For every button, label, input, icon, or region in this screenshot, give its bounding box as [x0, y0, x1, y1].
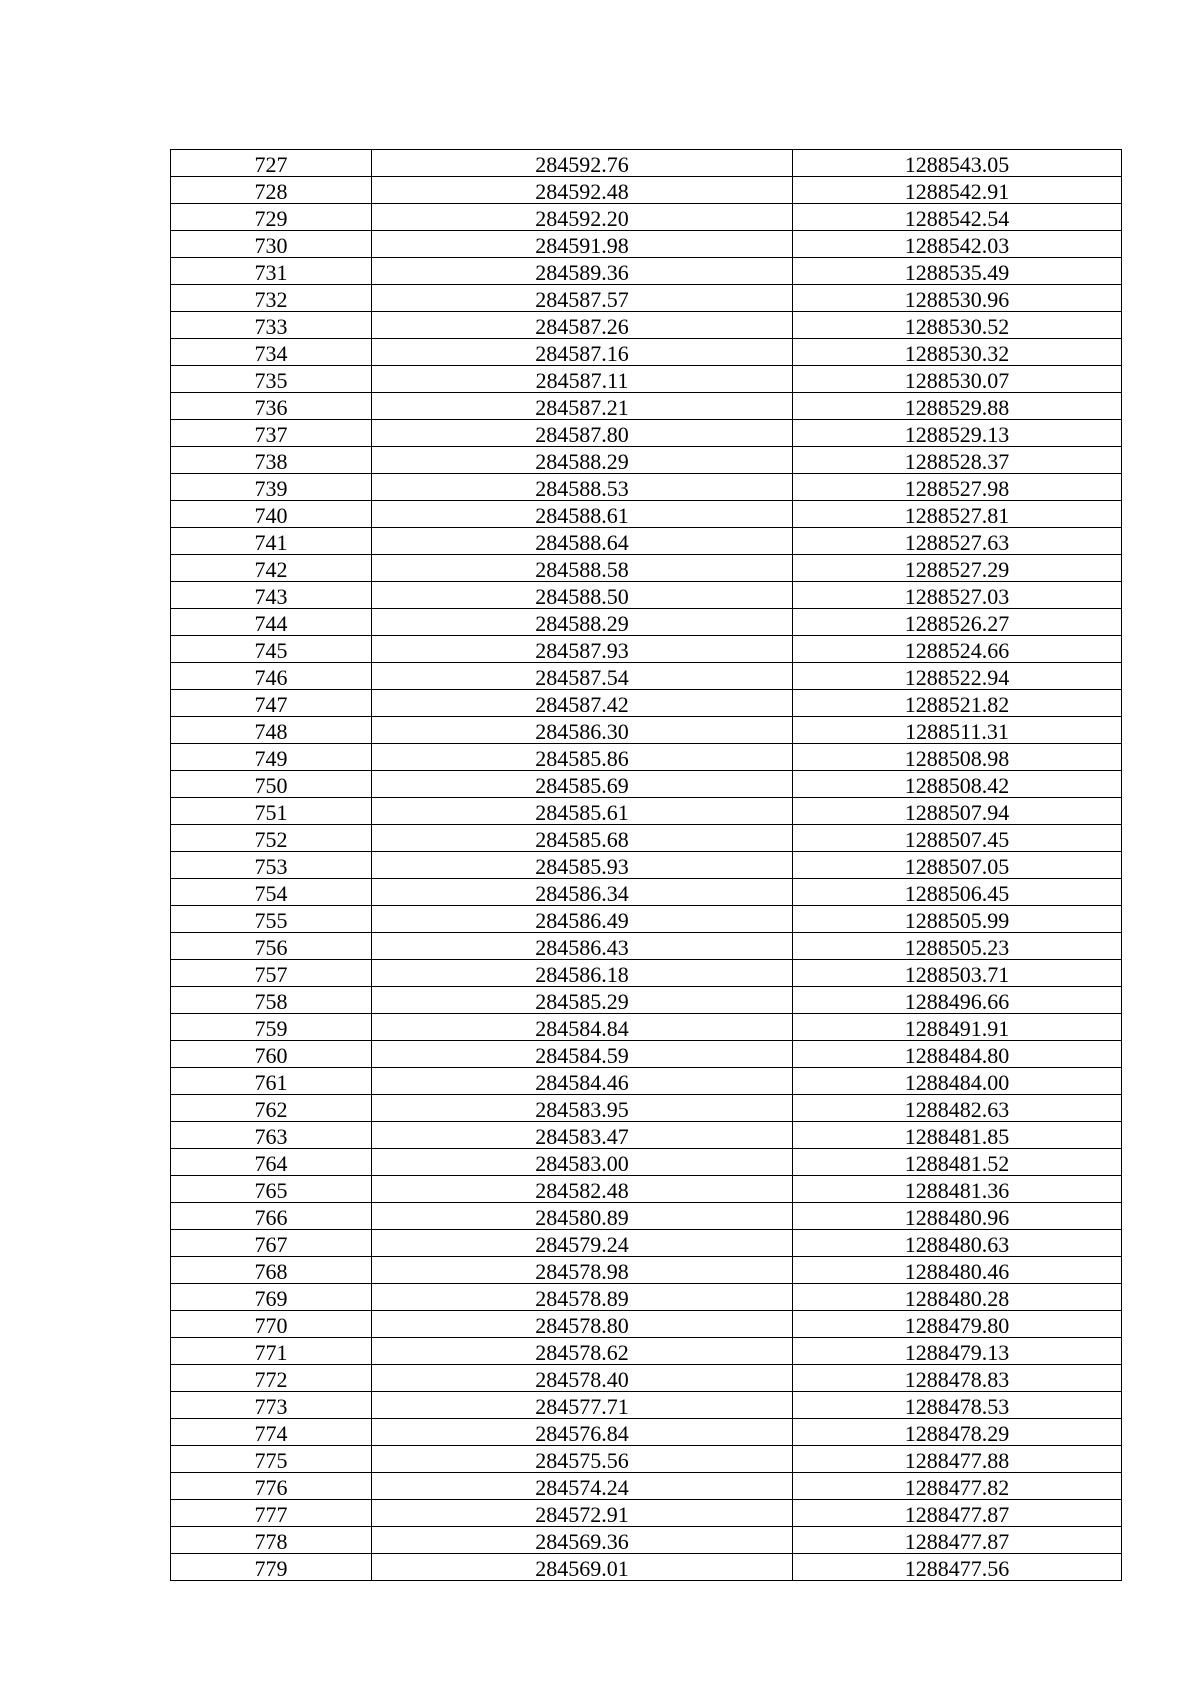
point-number-cell: 734 [171, 339, 372, 366]
x-coordinate-cell: 284587.57 [372, 285, 793, 312]
table-row [171, 393, 1122, 420]
y-coordinate-cell: 1288480.28 [793, 1284, 1122, 1311]
x-coordinate-cell: 284585.68 [372, 825, 793, 852]
table-row [171, 690, 1122, 717]
point-number-cell: 746 [171, 663, 372, 690]
x-coordinate-cell: 284585.29 [372, 987, 793, 1014]
table-row [171, 825, 1122, 852]
table-row [171, 339, 1122, 366]
y-coordinate-cell: 1288496.66 [793, 987, 1122, 1014]
x-coordinate-cell: 284582.48 [372, 1176, 793, 1203]
point-number-cell: 761 [171, 1068, 372, 1095]
table-row [171, 1149, 1122, 1176]
x-coordinate-cell: 284588.29 [372, 447, 793, 474]
y-coordinate-cell: 1288530.32 [793, 339, 1122, 366]
point-number-cell: 745 [171, 636, 372, 663]
point-number-cell: 766 [171, 1203, 372, 1230]
point-number-cell: 732 [171, 285, 372, 312]
x-coordinate-cell: 284585.61 [372, 798, 793, 825]
point-number-cell: 737 [171, 420, 372, 447]
table-row [171, 717, 1122, 744]
x-coordinate-cell: 284587.80 [372, 420, 793, 447]
y-coordinate-cell: 1288477.88 [793, 1446, 1122, 1473]
x-coordinate-cell: 284586.34 [372, 879, 793, 906]
table-row [171, 447, 1122, 474]
x-coordinate-cell: 284575.56 [372, 1446, 793, 1473]
table-row [171, 1095, 1122, 1122]
x-coordinate-cell: 284587.42 [372, 690, 793, 717]
table-row [171, 1284, 1122, 1311]
table-row [171, 177, 1122, 204]
table-row [171, 582, 1122, 609]
x-coordinate-cell: 284586.43 [372, 933, 793, 960]
point-number-cell: 758 [171, 987, 372, 1014]
point-number-cell: 727 [171, 150, 372, 177]
y-coordinate-cell: 1288480.96 [793, 1203, 1122, 1230]
y-coordinate-cell: 1288479.13 [793, 1338, 1122, 1365]
x-coordinate-cell: 284583.95 [372, 1095, 793, 1122]
x-coordinate-cell: 284569.36 [372, 1527, 793, 1554]
table-row [171, 474, 1122, 501]
point-number-cell: 747 [171, 690, 372, 717]
x-coordinate-cell: 284578.80 [372, 1311, 793, 1338]
y-coordinate-cell: 1288478.83 [793, 1365, 1122, 1392]
point-number-cell: 779 [171, 1554, 372, 1581]
y-coordinate-cell: 1288480.46 [793, 1257, 1122, 1284]
x-coordinate-cell: 284588.50 [372, 582, 793, 609]
table-row [171, 285, 1122, 312]
x-coordinate-cell: 284587.26 [372, 312, 793, 339]
table-row [171, 987, 1122, 1014]
x-coordinate-cell: 284587.11 [372, 366, 793, 393]
point-number-cell: 759 [171, 1014, 372, 1041]
x-coordinate-cell: 284588.61 [372, 501, 793, 528]
x-coordinate-cell: 284578.89 [372, 1284, 793, 1311]
y-coordinate-cell: 1288529.13 [793, 420, 1122, 447]
y-coordinate-cell: 1288506.45 [793, 879, 1122, 906]
x-coordinate-cell: 284583.47 [372, 1122, 793, 1149]
table-row [171, 852, 1122, 879]
y-coordinate-cell: 1288484.80 [793, 1041, 1122, 1068]
coordinate-table [170, 149, 1122, 1581]
point-number-cell: 729 [171, 204, 372, 231]
table-row [171, 1203, 1122, 1230]
point-number-cell: 750 [171, 771, 372, 798]
table-row [171, 231, 1122, 258]
point-number-cell: 765 [171, 1176, 372, 1203]
point-number-cell: 731 [171, 258, 372, 285]
point-number-cell: 769 [171, 1284, 372, 1311]
y-coordinate-cell: 1288505.23 [793, 933, 1122, 960]
x-coordinate-cell: 284587.93 [372, 636, 793, 663]
point-number-cell: 752 [171, 825, 372, 852]
table-row [171, 1365, 1122, 1392]
table-row [171, 933, 1122, 960]
y-coordinate-cell: 1288507.05 [793, 852, 1122, 879]
y-coordinate-cell: 1288508.42 [793, 771, 1122, 798]
x-coordinate-cell: 284586.49 [372, 906, 793, 933]
x-coordinate-cell: 284579.24 [372, 1230, 793, 1257]
x-coordinate-cell: 284584.59 [372, 1041, 793, 1068]
point-number-cell: 754 [171, 879, 372, 906]
point-number-cell: 771 [171, 1338, 372, 1365]
point-number-cell: 748 [171, 717, 372, 744]
point-number-cell: 770 [171, 1311, 372, 1338]
table-body [171, 150, 1122, 1581]
point-number-cell: 767 [171, 1230, 372, 1257]
table-row [171, 771, 1122, 798]
point-number-cell: 760 [171, 1041, 372, 1068]
y-coordinate-cell: 1288477.87 [793, 1500, 1122, 1527]
y-coordinate-cell: 1288507.94 [793, 798, 1122, 825]
y-coordinate-cell: 1288524.66 [793, 636, 1122, 663]
table-row [171, 1500, 1122, 1527]
table-row [171, 420, 1122, 447]
y-coordinate-cell: 1288527.63 [793, 528, 1122, 555]
table-row [171, 312, 1122, 339]
y-coordinate-cell: 1288478.53 [793, 1392, 1122, 1419]
x-coordinate-cell: 284584.46 [372, 1068, 793, 1095]
table-row [171, 906, 1122, 933]
x-coordinate-cell: 284592.76 [372, 150, 793, 177]
x-coordinate-cell: 284578.62 [372, 1338, 793, 1365]
table-row [171, 1446, 1122, 1473]
point-number-cell: 741 [171, 528, 372, 555]
y-coordinate-cell: 1288478.29 [793, 1419, 1122, 1446]
y-coordinate-cell: 1288479.80 [793, 1311, 1122, 1338]
y-coordinate-cell: 1288530.52 [793, 312, 1122, 339]
table-row [171, 1041, 1122, 1068]
y-coordinate-cell: 1288503.71 [793, 960, 1122, 987]
y-coordinate-cell: 1288505.99 [793, 906, 1122, 933]
x-coordinate-cell: 284578.40 [372, 1365, 793, 1392]
table-row [171, 1176, 1122, 1203]
y-coordinate-cell: 1288542.54 [793, 204, 1122, 231]
x-coordinate-cell: 284576.84 [372, 1419, 793, 1446]
x-coordinate-cell: 284586.30 [372, 717, 793, 744]
table-row [171, 798, 1122, 825]
table-row [171, 1392, 1122, 1419]
table-row [171, 1338, 1122, 1365]
point-number-cell: 777 [171, 1500, 372, 1527]
y-coordinate-cell: 1288542.91 [793, 177, 1122, 204]
x-coordinate-cell: 284588.53 [372, 474, 793, 501]
x-coordinate-cell: 284584.84 [372, 1014, 793, 1041]
y-coordinate-cell: 1288543.05 [793, 150, 1122, 177]
table-row [171, 528, 1122, 555]
table-row [171, 879, 1122, 906]
point-number-cell: 742 [171, 555, 372, 582]
y-coordinate-cell: 1288507.45 [793, 825, 1122, 852]
x-coordinate-cell: 284577.71 [372, 1392, 793, 1419]
point-number-cell: 736 [171, 393, 372, 420]
point-number-cell: 755 [171, 906, 372, 933]
table-row [171, 636, 1122, 663]
x-coordinate-cell: 284589.36 [372, 258, 793, 285]
x-coordinate-cell: 284574.24 [372, 1473, 793, 1500]
point-number-cell: 730 [171, 231, 372, 258]
y-coordinate-cell: 1288484.00 [793, 1068, 1122, 1095]
table-row [171, 609, 1122, 636]
y-coordinate-cell: 1288530.96 [793, 285, 1122, 312]
y-coordinate-cell: 1288527.03 [793, 582, 1122, 609]
y-coordinate-cell: 1288542.03 [793, 231, 1122, 258]
point-number-cell: 744 [171, 609, 372, 636]
point-number-cell: 749 [171, 744, 372, 771]
y-coordinate-cell: 1288528.37 [793, 447, 1122, 474]
x-coordinate-cell: 284585.69 [372, 771, 793, 798]
table-row [171, 555, 1122, 582]
point-number-cell: 756 [171, 933, 372, 960]
point-number-cell: 768 [171, 1257, 372, 1284]
point-number-cell: 775 [171, 1446, 372, 1473]
table-row [171, 366, 1122, 393]
x-coordinate-cell: 284587.21 [372, 393, 793, 420]
y-coordinate-cell: 1288535.49 [793, 258, 1122, 285]
y-coordinate-cell: 1288508.98 [793, 744, 1122, 771]
table-row [171, 1311, 1122, 1338]
y-coordinate-cell: 1288480.63 [793, 1230, 1122, 1257]
point-number-cell: 773 [171, 1392, 372, 1419]
x-coordinate-cell: 284572.91 [372, 1500, 793, 1527]
y-coordinate-cell: 1288481.36 [793, 1176, 1122, 1203]
point-number-cell: 778 [171, 1527, 372, 1554]
x-coordinate-cell: 284588.58 [372, 555, 793, 582]
y-coordinate-cell: 1288522.94 [793, 663, 1122, 690]
x-coordinate-cell: 284578.98 [372, 1257, 793, 1284]
x-coordinate-cell: 284586.18 [372, 960, 793, 987]
point-number-cell: 735 [171, 366, 372, 393]
y-coordinate-cell: 1288481.52 [793, 1149, 1122, 1176]
point-number-cell: 738 [171, 447, 372, 474]
x-coordinate-cell: 284583.00 [372, 1149, 793, 1176]
y-coordinate-cell: 1288527.81 [793, 501, 1122, 528]
y-coordinate-cell: 1288491.91 [793, 1014, 1122, 1041]
table-row [171, 1068, 1122, 1095]
y-coordinate-cell: 1288527.98 [793, 474, 1122, 501]
point-number-cell: 757 [171, 960, 372, 987]
y-coordinate-cell: 1288477.82 [793, 1473, 1122, 1500]
point-number-cell: 776 [171, 1473, 372, 1500]
x-coordinate-cell: 284592.48 [372, 177, 793, 204]
table-row [171, 1527, 1122, 1554]
table-row [171, 258, 1122, 285]
x-coordinate-cell: 284587.16 [372, 339, 793, 366]
x-coordinate-cell: 284580.89 [372, 1203, 793, 1230]
table-row [171, 204, 1122, 231]
x-coordinate-cell: 284569.01 [372, 1554, 793, 1581]
x-coordinate-cell: 284588.64 [372, 528, 793, 555]
table-row [171, 1473, 1122, 1500]
y-coordinate-cell: 1288529.88 [793, 393, 1122, 420]
y-coordinate-cell: 1288482.63 [793, 1095, 1122, 1122]
table-row [171, 1257, 1122, 1284]
point-number-cell: 740 [171, 501, 372, 528]
x-coordinate-cell: 284591.98 [372, 231, 793, 258]
point-number-cell: 762 [171, 1095, 372, 1122]
x-coordinate-cell: 284587.54 [372, 663, 793, 690]
point-number-cell: 774 [171, 1419, 372, 1446]
table-row [171, 1014, 1122, 1041]
point-number-cell: 753 [171, 852, 372, 879]
y-coordinate-cell: 1288477.87 [793, 1527, 1122, 1554]
point-number-cell: 764 [171, 1149, 372, 1176]
point-number-cell: 728 [171, 177, 372, 204]
x-coordinate-cell: 284585.86 [372, 744, 793, 771]
table-row [171, 1554, 1122, 1581]
y-coordinate-cell: 1288521.82 [793, 690, 1122, 717]
y-coordinate-cell: 1288477.56 [793, 1554, 1122, 1581]
x-coordinate-cell: 284592.20 [372, 204, 793, 231]
table-row [171, 501, 1122, 528]
table-row [171, 960, 1122, 987]
x-coordinate-cell: 284585.93 [372, 852, 793, 879]
table-row [171, 663, 1122, 690]
table-row [171, 744, 1122, 771]
y-coordinate-cell: 1288511.31 [793, 717, 1122, 744]
point-number-cell: 751 [171, 798, 372, 825]
table-row [171, 1230, 1122, 1257]
y-coordinate-cell: 1288527.29 [793, 555, 1122, 582]
x-coordinate-cell: 284588.29 [372, 609, 793, 636]
point-number-cell: 733 [171, 312, 372, 339]
table-row [171, 150, 1122, 177]
point-number-cell: 772 [171, 1365, 372, 1392]
y-coordinate-cell: 1288530.07 [793, 366, 1122, 393]
table-row [171, 1419, 1122, 1446]
y-coordinate-cell: 1288526.27 [793, 609, 1122, 636]
point-number-cell: 743 [171, 582, 372, 609]
point-number-cell: 739 [171, 474, 372, 501]
point-number-cell: 763 [171, 1122, 372, 1149]
y-coordinate-cell: 1288481.85 [793, 1122, 1122, 1149]
table-row [171, 1122, 1122, 1149]
